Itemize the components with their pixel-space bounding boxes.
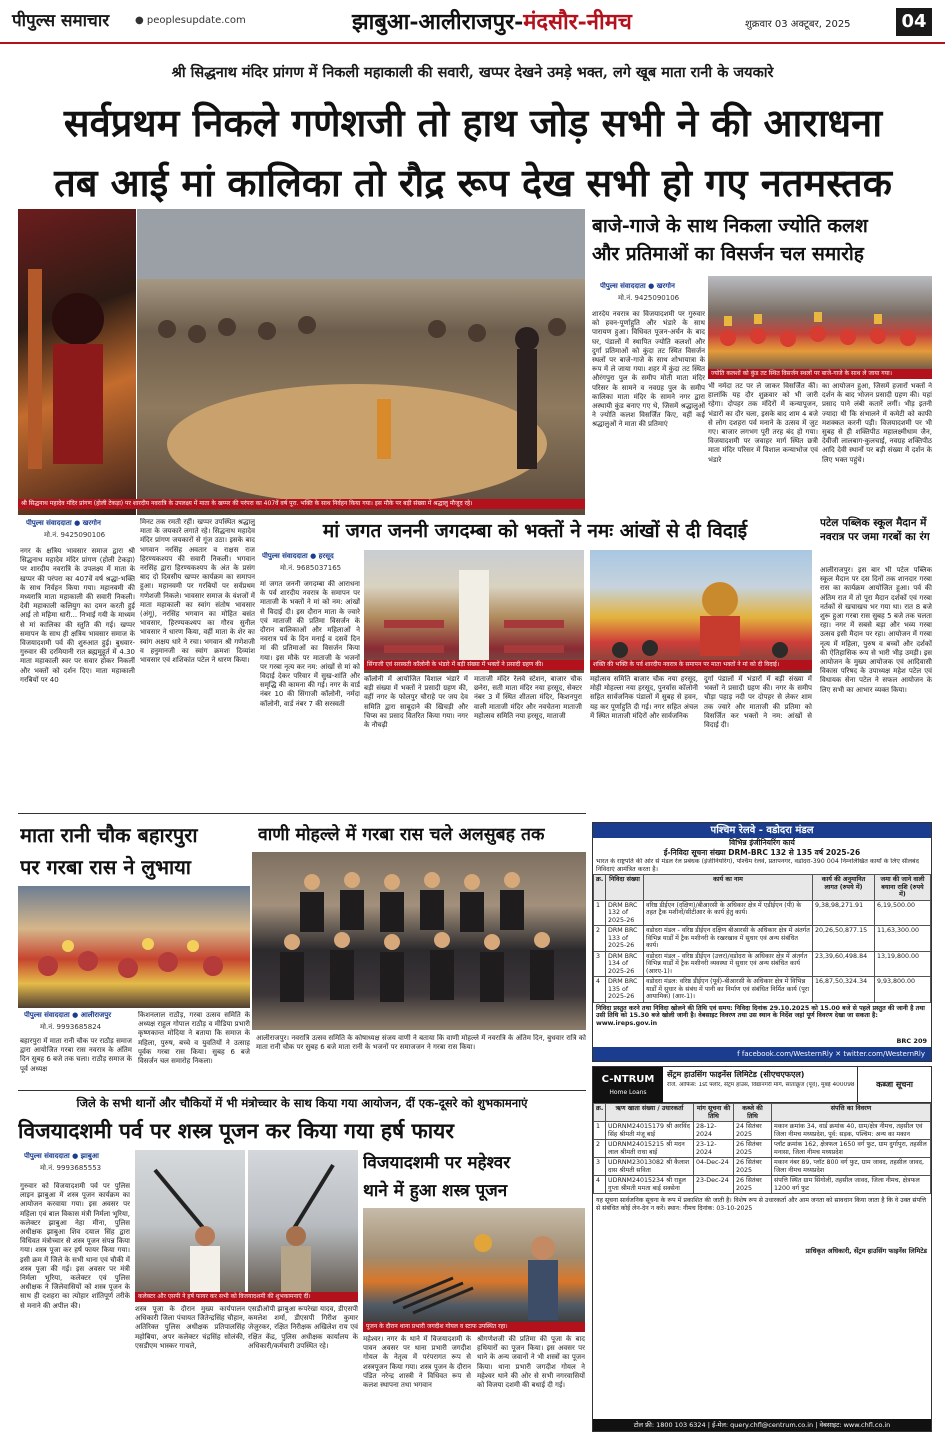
railway-table-cell: 6,19,500.00 [875, 900, 931, 926]
jagdamba-col5: दुर्गा पंडालों में भंडारों में बड़ी संख्या में भक्तों ने प्रसादी ग्रहण की। नगर के समीप चौड़ा पहाड़ नदी पर दोपहर से लेकर शाम तक ज्वारे और माताजी की प्रतिमा को विसर्जित कर भक्तों ने नम: आंखों से विदाई दी। [704, 675, 812, 730]
railway-table-cell: DRM BRC 134 of 2025-26 [606, 951, 644, 977]
website-text: peoplesupdate.com [146, 15, 246, 26]
vani-photo [252, 852, 586, 1030]
centrum-table-header-cell: संपत्ति का विवरण [772, 1104, 931, 1122]
railway-table-cell: 1 [594, 900, 606, 926]
jagdamba-photo-2 [590, 550, 812, 673]
shastra-photo-2 [248, 1150, 358, 1300]
railway-table-cell: DRM BRC 133 of 2025-26 [606, 926, 644, 952]
jagdamba-caption-1: सिंगाजी एवं सरस्वती कॉलोनी के भंडारे में बड़ी संख्या में भक्तों ने प्रसादी ग्रहण की। [364, 660, 584, 670]
centrum-logo-text: C-NTRUM [601, 1074, 655, 1085]
railway-table-cell: 9,38,98,271.91 [813, 900, 875, 926]
jagdamba-col1: मां जगत जननी जगदम्बा की आराधना के पर्व शारदीय नवरात्र के समापन पर माताजी के भक्तों ने मां को नम: आंखों से विदाई दी। इस दौरान माता के ज्वारे एवं माताजी की प्रतिमा विसर्जन के दौरान बालिकाओं और महिलाओं ने नवरात्र पर्व के दिन मनाई व दसवें दिन मां की प्रतिमाओं का विसर्जन किया गया। इस मौके पर माताजी के भजनों पर गरबा नृत्य कर नम: आंखों से मां को विदाई देकर परिवार में सुख-शांति और समृद्धि की कामना की गई। नगर के वार्ड नंबर 10 की सिंगाजी कॉलोनी, नर्मदा कॉलोनी, वार्ड नंबर 7 की सरस्वती [260, 580, 360, 708]
lead-photo-left [18, 209, 136, 515]
centrum-table-cell: UDRNM23013082 श्री कैलाश दास श्रीमती सविता [606, 1158, 694, 1176]
maheshwar-headline-2: थाने में हुआ शस्त्र पूजन [363, 1181, 508, 1201]
jyoti-headline-1: बाजे-गाजे के साथ निकला ज्योति कलश [592, 215, 868, 237]
centrum-table-cell: 04-Dec-24 [694, 1158, 734, 1176]
railway-social-bar [593, 1047, 931, 1061]
railway-subtitle: विभिन्न इंजीनियरिंग कार्य [729, 838, 795, 847]
centrum-table-row [594, 1140, 931, 1158]
maheshwar-col2: श्रीगणेशजी की प्रतिमा की पूजा के बाद हथियारों का पूजन किया। इस अवसर पर थाने के अन्य जवानों ने भी शस्त्रों का पूजन किया। थाना प्रभारी जगदीश गोयल ने महेश्वर थाने की ओर से सभी नगरवासियों को विजया दशमी की बधाई दी गई। [477, 1335, 585, 1390]
brand-name: पीपुल्स समाचार [12, 11, 110, 31]
globe-icon: ● [135, 15, 147, 26]
lead-mobile: मो.नं. 9425090106 [44, 531, 106, 539]
railway-table-header-cell: कार्य का नाम [644, 875, 813, 901]
centrum-notice-title: कब्जा सूचना [857, 1067, 931, 1103]
jagdamba-byline: पीपुल्स संवाददाता ● हरसूद [262, 552, 334, 560]
weapons-worship-icon [363, 1208, 585, 1330]
railway-table-cell: वडोदरा मंडल - वरिष्ठ डीईएन (उत्तर)/वडोदरा के अधिकार क्षेत्र में अंतर्गत विभिन्न यार्डों में ट्रैक मशीनरी व्यवस्था में सुधार एवं अन्य संबंधित कार्य (आरए-1)। [644, 951, 813, 977]
jagdamba-caption-2: शक्ति की भक्ति के पर्व शारदीय नवरात्र के समापन पर माता भक्तों ने मां को दी विदाई। [590, 660, 812, 670]
shastra-col2: शस्त्र पूजा के दौरान मुख्य कार्यपालन अधिकारी जिला पंचायत जितेन्द्रसिंह चौहान, अतिरिक्त पुलिस अधीक्षक प्रतिपालसिंह महोबिया, अपर कलेक्टर चंद्रसिंह सोलंकी, एसडीएम भास्कर गाचले, [135, 1305, 245, 1350]
centrum-table-cell: 26 सितंबर 2025 [734, 1158, 772, 1176]
centrum-ad [592, 1066, 932, 1432]
centrum-footer: यह सूचना सार्वजनिक सूचना के रूप में प्रकाशित की जाती है। विशेष रूप से उधारकर्ता और आम जनता को सावधान किया जाता है कि वे उक्त संपत्ति से संबंधित कोई लेन-देन न करें। स्थान: नीमच दिनांक: 03-10-2025 [596, 1197, 926, 1212]
centrum-table-cell: 3 [594, 1158, 606, 1176]
website-link[interactable] [135, 15, 285, 29]
official-firing-icon [135, 1150, 245, 1300]
vani-headline: वाणी मोहल्ले में गरबा रास चले अलसुबह तक [258, 825, 545, 845]
railway-table-row [594, 977, 931, 1003]
jagdamba-photo-1 [364, 550, 584, 673]
centrum-table-cell: मकान क्रमांक 34, वार्ड क्रमांक 40, ग्राम/क्षेत्र नीमच, तहसील एवं जिला नीमच मध्यप्रदेश, पूर्व: सड़क, पश्चिम: अन्य का मकान [772, 1122, 931, 1140]
lead-photo-caption: श्री सिद्धनाथ महादेव मंदिर प्रांगण (होली टेकड़ा) पर शारदीय नवरात्रि के उपलक्ष्य में माता के खप्पर की परंपरा का 407वें वर्ष पूरा. भक्ति के साथ निर्वहन किया गया। इस मौके पर बड़ी संख्या में श्रद्धालु मौजूद रहे। [18, 499, 585, 509]
railway-table-cell: वडोदरा मंडल: वरिष्ठ डीईएन (पूर्व)-बीआरसी के अधिकार क्षेत्र में विभिन्न यार्डों में सुधार के संबंध में पानी का निर्माण एवं संबंधित निर्मित कार्य (पूरा आयामिक) (आर-1)। [644, 977, 813, 1003]
railway-tender-ad [592, 822, 932, 1062]
bahadurpura-photo [18, 886, 250, 1008]
jagdamba-col4: महोत्सव समिति बाजार चौक नया हरसूद, मोही मोहल्ला नया हरसूद, पुनर्वास कॉलोनी सहित सार्वजनिक पंडालों में सुबह से हवन, यह कर पूर्णाहुति दी गई। नगर सहित अंचल में स्थित माताजी मंदिरों और सार्वजनिक [590, 675, 698, 720]
railway-table-cell: DRM BRC 135 of 2025-26 [606, 977, 644, 1003]
lead-byline: पीपुल्स संवाददाता ● खरगोन [26, 519, 101, 527]
jagdamba-col2: कॉलोनी में आयोजित विशाल भंडारे में बड़ी संख्या में भक्तों ने प्रसादी ग्रहण की, वहीं नगर के फोलपुर चौराहे पर जय देव समिति द्वारा साबूदाने की खिचड़ी और चिप्स का प्रसाद वितरित किया गया। नगर के नौचढ़ी [364, 675, 468, 730]
railway-table-cell: वडोदरा मंडल - वरिष्ठ डीईएन दक्षिण बीआरसी के अधिकार क्षेत्र में अंतर्गत विभिन्न यार्डों में ट्रैक मशीनरी के रखरखाव में सुधार एवं अन्य संबंधित कार्य। [644, 926, 813, 952]
railway-table-header-cell: कार्य की अनुमानित लागत (रुपये में) [813, 875, 875, 901]
railway-notice-no: ई-निविदा सूचना संख्या DRM-BRC 132 से 135 वर्ष 2025-26 [663, 848, 861, 857]
edition-title-a: झाबुआ-आलीराजपुर- [352, 9, 524, 35]
jyoti-col3: का आयोजन हुआ, जिसमें हजारों भक्तों ने दर्शन के बाद भोजन प्रसादी ग्रहण की। यहां प्रसाद पाने लंबी कतारें लगीं। भीड़ इतनी ज्यादा थी कि संभालने में कमेटी को काफी मशक्कत करनी पड़ी। विजयादशमी पर भी सुबह से ही शक्तिपीठ महालक्ष्मीधाम जैन, देवीजी लालबाग-कुलचाई, नवग्रह शक्तिपीठ आदि देवी स्थानों पर बड़ी संख्या में दर्शन के लिए भक्त पहुंचे। [822, 382, 932, 464]
centrum-table-header-cell: ऋण खाता संख्या / उधारकर्ता [606, 1104, 694, 1122]
bahadurpura-headline-1: माता रानी चौक बहारपुरा [20, 823, 198, 847]
centrum-table-row [594, 1158, 931, 1176]
maheshwar-col1: महेश्वर। नगर के थाने में विजयादशमी के पावन अवसर पर थाना प्रभारी जगदीश गोयल के नेतृत्व में परंपरागत रूप से शस्त्रपूजन किया गया। शस्त्र पूजन के दौरान पंडित नरेन्द्र शास्त्री ने विधिवत रूप से कलश स्थापना तथा भगवान [363, 1335, 471, 1390]
railway-table-cell: 11,63,300.00 [875, 926, 931, 952]
railway-table-cell: 23,39,60,498.84 [813, 951, 875, 977]
centrum-table-cell: 4 [594, 1176, 606, 1194]
maheshwar-headline-1: विजयादशमी पर महेश्वर [363, 1153, 511, 1173]
lead-photo-main [137, 209, 585, 515]
edition-title-b: मंदसौर-नीमच [523, 9, 632, 35]
centrum-table-cell: 24 सितंबर 2025 [734, 1122, 772, 1140]
railway-title: पश्चिम रेलवे - वडोदरा मंडल [593, 823, 931, 838]
railway-footer: निविदा प्रस्तुत करने तथा निविदा खोलने की तिथि एवं समय: निविदा दिनांक 29.10.2025 को 15.00 बजे से पहले प्रस्तुत की जानी है तथा उसी तिथि को 15.30 बजे खोली जानी है। वेबसाइट विवरण तथा उस स्थान के निर्देश जहां पूर्ण विवरण देखा जा सकता है: www.ireps.gov.in [596, 1004, 925, 1028]
railway-table-cell: 9,93,800.00 [875, 977, 931, 1003]
railway-table-cell: 4 [594, 977, 606, 1003]
centrum-table-cell: 23-Dec-24 [694, 1176, 734, 1194]
railway-table-header [594, 875, 931, 901]
maheshwar-caption: पूजन के दौरान थाना प्रभारी जगदीश गोयल व स्टाफ उपस्थित रहा। [363, 1322, 585, 1332]
railway-table-cell: 20,26,50,877.15 [813, 926, 875, 952]
centrum-table-cell: UDRNM24015179 श्री अरविंद सिंह श्रीमती मंजू बाई [606, 1122, 694, 1140]
centrum-header [593, 1067, 931, 1103]
centrum-table-header [594, 1104, 931, 1122]
centrum-table-row [594, 1122, 931, 1140]
bahadurpura-byline: पीपुल्स संवाददाता ● आलीराजपुर [24, 1011, 112, 1019]
jagdamba-headline: मां जगत जननी जगदम्बा को भक्तों ने नमः आंखों से दी विदाई [322, 520, 748, 542]
procession-icon [708, 276, 932, 370]
centrum-table-cell: संपत्ति स्थित ग्राम सिंगोली, तहसील जावद, जिला नीमच, क्षेत्रफल 1200 वर्ग फुट [772, 1176, 931, 1194]
patel-headline: पटेल पब्लिक स्कूल मैदान में नवरात्र पर जमा गरबों का रंग [820, 517, 930, 543]
centrum-table [593, 1103, 931, 1194]
crowd-scene-icon [137, 209, 585, 515]
shastra-mobile: मो.नं. 9993685553 [40, 1164, 102, 1172]
railway-facebook-link[interactable]: facebook.com/WesternRly [741, 1050, 834, 1058]
railway-intro: भारत के राष्ट्रपति की ओर से मंडल रेल प्रबंधक (इंजीनियरिंग), पश्चिम रेलवे, प्रतापनगर, वडोदरा-390 004 निम्नलिखित कार्यों के लिए सीलबंद निविदाएं आमंत्रित करता है। [596, 858, 919, 873]
railway-table-header-cell: निविदा संख्या [606, 875, 644, 901]
edition-title [352, 6, 752, 36]
centrum-sign: प्राधिकृत अधिकारी, सेंट्रम हाउसिंग फाइनेंस लिमिटेड [805, 1247, 927, 1255]
railway-table-cell: 3 [594, 951, 606, 977]
jyoti-col2: भी नर्मदा तट पर ले जाकर विसर्जित कीं। हालांकि यह दौर शुक्रवार को भी जारी रहेगा। दोपहर तक मंदिरों में कन्यापूजन, भंडारों का दौर चला, इसके बाद शाम 4 बजे से लोग दशहरा पर्व मनाने के उत्सव में जुट गए। बाजार लगभग पूरी तरह बंद हो गया। विजयादशमी पर जवाहर मार्ग स्थित छत्री माता मंदिर परिसर में विशाल कन्याभोज एवं भंडारे [708, 382, 818, 464]
centrum-table-cell: 2 [594, 1140, 606, 1158]
jyoti-photo [708, 276, 932, 370]
centrum-table-header-cell: मांग सूचना की तिथि [694, 1104, 734, 1122]
issue-date: शुक्रवार 03 अक्टूबर, 2025 [745, 19, 851, 30]
jyoti-headline-2: और प्रतिमाओं का विसर्जन चल समारोह [592, 243, 864, 265]
kali-figure-icon [18, 209, 136, 515]
railway-table-header-cell: क्र. [594, 875, 606, 901]
centrum-table-row [594, 1176, 931, 1194]
section-divider [18, 813, 586, 814]
jagdamba-col3: माताजी मंदिर रेलवे स्टेशन, बाजार चौक छनेरा, सती माता मंदिर नया हरसूद, सेक्टर नंबर 3 में स्थित शीतला मंदिर, किशनपुरा वाली माताजी मंदिर और नवचेतना माताजी महोत्सव समिति नया हरसूद, माताजी [474, 675, 582, 720]
centrum-table-cell: प्लॉट क्रमांक 162, क्षेत्रफल 1650 वर्ग फुट, ग्राम दुर्गापुरा, तहसील मनासा, जिला नीमच मध्यप्रदेश [772, 1140, 931, 1158]
group-photo-icon [252, 852, 586, 1030]
centrum-table-cell: 26 सितंबर 2025 [734, 1140, 772, 1158]
shastra-col3: एसडीओपी झाबुआ रूपरेखा यादव, डीएसपी कमलेश शर्मा, डीएसपी गिरीश कुमार जेजुरकर, रक्षित निरीक्षक अखिलेश राय एवं रक्षित केंद्र, पुलिस अधीक्षक कार्यालय के अधिकारी/कर्मचारी उपस्थित रहे। [248, 1305, 358, 1350]
railway-table-cell: 13,19,800.00 [875, 951, 931, 977]
centrum-table-cell: UDRNM24015215 श्री मदन लाल श्रीमती राधा बाई [606, 1140, 694, 1158]
bhandara-icon [364, 550, 584, 673]
lead-headline-1: सर्वप्रथम निकले गणेशजी तो हाथ जोड़ सभी ने की आराधना [63, 100, 883, 145]
lead-col2: मिनट तक रमती रहीं। खप्पर उपस्थित श्रद्धालु माता के जयकारे लगाते रहे। सिद्धनाथ महादेव मंदिर प्रांगण जयकारों से गूंज उठा। इसके बाद भगवान नरसिंह अवतार व राक्षस राज हिरण्यकश्यप की सवारी निकली। भगवान नरसिंह द्वारा हिरण्यकश्यप के अंत के प्रसंग बाद दो दिवसीय खप्पर कार्यक्रम का समापन हुआ। महानवमी पर गरबियों पर सर्वप्रथम गणेशजी निकले। भावसार समाज के वंशजों में माता महाकाली का स्वांग संतोष भावसार (अंगू), नरसिंह भगवान का मोहित बसंत भावसार, हिरण्यकश्यप का गौरव सुनील भावसार ने धारण किया, वहीं माता के शेर का स्वांग अक्षय धारे ने रचा। भगवान श्री गणेशजी व हनुमानजी का स्वांग क्रमशः दिव्यांश भावसार एवं शशिकांत पटेल ने धारण किया। [140, 518, 255, 665]
railway-table-row [594, 900, 931, 926]
durga-idol-icon [590, 550, 812, 673]
centrum-table-cell: UDRNM24015234 श्री राहुल गुप्ता श्रीमती ममता बाई सक्सेना [606, 1176, 694, 1194]
brand-logo [12, 8, 132, 32]
shastra-photo-1 [135, 1150, 245, 1300]
lead-col1: नगर के क्षत्रिय भावसार समाज द्वारा श्री सिद्धनाथ महादेव मंदिर प्रांगण (होली टेकड़ा) पर शारदीय नवरात्रि के उपलक्ष्य में माता के खप्पर की परंपरा का 407वें वर्ष श्रद्धा-भक्ति के साथ निर्वहन किया गया। महानवमी की मध्यरात्रि माता महाकाली की सवारी निकली। देवी महाकाली कलियुग का दमन करती हुई आई तो महिमा धारी... निभाई गयी के माध्यम से मां कालिका की स्तुति की गई। खप्पर समापन के साथ ही क्षत्रिय भावसार समाज के विजयादशमी पर्व की शुरुआत हुई। बुधवार-गुरुवार की दरमियानी रात ब्रह्ममुहूर्त में 4.30 माता महाकाली स्वर पर सवार होकर निकलीं और भक्तों को दर्शन दिए। माता महाकाली गरबियों पर 40 [20, 547, 135, 684]
masthead [0, 0, 945, 44]
jyoti-photo-caption: ज्योति कलशों को कुंड तट स्थित विसर्जन स्थलों पर बाजे-गाजे के साथ ले जाया गया। [708, 369, 932, 379]
centrum-table-cell: 28-12-2024 [694, 1122, 734, 1140]
railway-brc: BRC 209 [896, 1037, 927, 1045]
railway-table-cell: वरिष्ठ डीईएन (दक्षिण)/बीआरसी के अधिकार क्षेत्र में एडीईएन (पी) के तहत ट्रैक मशीनों/सीटीआर के कार्य हेतु कार्य। [644, 900, 813, 926]
jagdamba-mobile: मो.नं. 9685037165 [280, 564, 342, 572]
railway-table-row [594, 951, 931, 977]
railway-tender-table [593, 874, 931, 1003]
railway-table-row [594, 926, 931, 952]
centrum-table-cell: 1 [594, 1122, 606, 1140]
railway-table-header-cell: जमा की जाने वाली बयाना राशि (रुपये में) [875, 875, 931, 901]
garba-dancers-icon [18, 886, 250, 1008]
police-firing-icon [248, 1150, 358, 1300]
facebook-icon: f [737, 1050, 742, 1058]
centrum-logo [593, 1067, 663, 1103]
centrum-company: सेंट्रम हाउसिंग फाइनेंस लिमिटेड (सीएचएफएल) [667, 1070, 805, 1079]
lead-headline-2: तब आई मां कालिका तो रौद्र रूप देख सभी हो गए नतमस्तक [54, 160, 892, 205]
shastra-caption: कलेक्टर और एसपी ने हर्ष फायर कर सभी को विजयादशमी की शुभकामनाएं दीं। [135, 1292, 358, 1302]
centrum-table-cell: मकान नंबर 89, प्लॉट 800 वर्ग फुट, ग्राम जावद, तहसील जावद, जिला नीमच मध्यप्रदेश [772, 1158, 931, 1176]
centrum-logo-sub: Home Loans [609, 1089, 647, 1096]
centrum-address: रजि. ऑफिस: 1st फ्लोर, सेंट्रम हाउस, विद्यानगरी मार्ग, सांताक्रूज (पूर्व), मुंबई 400098 [667, 1082, 855, 1088]
page-number: 04 [896, 8, 932, 36]
bahadurpura-col2: किशनलाल राठौड़, गरबा उत्सव समिति के अध्यक्ष राहुल गोपाल राठौड़ व मीडिया प्रभारी कृष्णकान्त मोदिया ने बताया कि समाज के महिला, पुरुष, बच्चे व युवतियों ने उत्साह पूर्वक गरबा रास किया। सुबह 6 बजे विसर्जन चल समारोह निकला। [138, 1011, 250, 1066]
bahadurpura-headline-2: पर गरबा रास ने लुभाया [20, 855, 191, 879]
centrum-table-cell: 26 सितंबर 2025 [734, 1176, 772, 1194]
vani-body: आलीराजपुर। नवरात्रि उत्सव समिति के कोषाध्यक्ष संजय वाणी ने बताया कि वाणी मोहल्ले में नवरात्रि के अंतिम दिन, बुधवार रात्रि को माता रानी चौक पर सुबह 6 बजे माता रानी के भजनों पर समाजजन ने गरबा रास किया। [256, 1034, 586, 1052]
railway-table-cell: DRM BRC 132 of 2025-26 [606, 900, 644, 926]
jyoti-col1: शारदेय नवरात्र का विजयादशमी पर गुरुवार को हवन-पूर्णाहुति और भंडारे के साथ पारायण हुआ। विधिवत पूजन-अर्चन के बाद घर, पंडालों में स्थापित ज्योति कलशों और दुर्गा प्रतिमाओं को कुंदा तट स्थित विसर्जन स्थलों पर बाजे-गाजे के साथ शोभायात्रा के रूप में ले जाया गया। शहर में कुंदा तट स्थित औरंगपुरा पुल के समीप मोती माता मंदिर परिसर के सामने व नवग्रह पुल के समीप कालिका माता मंदिर के सामने नगर द्वारा अस्थायी कुंड बनाए गए थे, जिसमें श्रद्धालुओं ने ज्योति कलश विसर्जित किए, वहीं कई श्रद्धालुओं ने माता की प्रतिमाएं [592, 310, 705, 429]
centrum-table-header-cell: क्र. [594, 1104, 606, 1122]
lead-kicker: श्री सिद्धनाथ मंदिर प्रांगण में निकली महाकाली की सवारी, खप्पर देखने उमड़े भक्त, लगे खूब माता रानी के जयकारे [171, 64, 774, 81]
shastra-byline: पीपुल्स संवाददाता ● झाबुआ [24, 1152, 99, 1160]
jyoti-byline: पीपुल्स संवाददाता ● खरगोन [600, 282, 675, 290]
maheshwar-photo [363, 1208, 585, 1330]
centrum-table-header-cell: कब्जे की तिथि [734, 1104, 772, 1122]
shastra-kicker: जिले के सभी थानों और चौकियों में भी मंत्रोच्चार के साथ किया गया आयोजन, दीं एक-दूसरे को शुभकामनाएं [76, 1096, 528, 1110]
railway-table-cell: 16,87,50,324.34 [813, 977, 875, 1003]
bahadurpura-col1: बहारपुरा में माता रानी चौक पर राठौड़ समाज द्वारा आयोजित गरबा रास नवरात्र के अंतिम दिन सुबह 6 बजे तक चला। राठौड़ समाज के पूर्व अध्यक्ष [20, 1037, 132, 1073]
twitter-icon: ✕ [835, 1050, 844, 1058]
shastra-col1: गुरुवार को विजयादशमी पर्व पर पुलिस लाइन झाबुआ में शस्त्र पूजन कार्यक्रम का आयोजन करवाया गया। इस अवसर पर महिला एवं बाल विकास मंत्री निर्मला भूरिया, कलेक्टर झाबुआ नेहा मीना, पुलिस अधीक्षक झाबुआ शिव दयाल सिंह द्वारा विधिवत मंत्रोच्चार से शस्त्र पूजन संपन्न किया गया। शस्त्र पूजा कर हर्ष फायर किया गया। इसी क्रम में जिले के सभी थाना एवं चौकी में शस्त्र पूजा की गई। इस अवसर पर मंत्री निर्मला भूरिया, कलेक्टर एवं पुलिस अधीक्षक ने जिलेवासियों को शस्त्र पूजन के साथ ही दशहरा का त्योहार शांतिपूर्ण तरीके से मनाने की अपील की। [20, 1182, 130, 1310]
centrum-table-cell: 23-12-2024 [694, 1140, 734, 1158]
section-divider-2 [18, 1090, 586, 1091]
patel-body: आलीराजपुर। इस बार भी पटेल पब्लिक स्कूल मैदान पर दस दिनों तक शानदार गरबा रास का कार्यक्रम आयोजित हुआ। पर्व की अंतिम रात में तो पूरा मैदान दर्शकों एवं गरबा नर्तकों से खचाखच भर गया था। रात 8 बजे शुरू हुआ गरबा रास सुबह 5 बजे तक चलता रहा। नगर में सबसे बड़ा और भव्य गरबा उत्सव इसी मैदान पर रहा। आयोजन में गरबा नृत्य में महिला, पुरुष व बच्चों और दर्शकों की ऐतिहासिक रूप से भारी भीड़ उमड़ी। इस आयोजन के मुख्य आयोजक एवं आदिवासी विकास परिषद के उपाध्यक्ष महेश पटेल एवं विधायक सेना पटेल ने सफल आयोजन के लिए सभी का आभार व्यक्त किया। [820, 566, 932, 694]
shastra-headline: विजयादशमी पर्व पर शस्त्र पूजन कर किया गया हर्ष फायर [18, 1118, 454, 1143]
centrum-toll-bar: टोल फ्री: 1800 103 6324 | ई-मेल: query.chfl@centrum.co.in | वेबसाइट: www.chfl.co.in [593, 1419, 931, 1431]
railway-table-cell: 2 [594, 926, 606, 952]
jyoti-mobile: मो.नं. 9425090106 [618, 294, 680, 302]
bahadurpura-mobile: मो.नं. 9993685824 [40, 1023, 102, 1031]
railway-twitter-link[interactable]: twitter.com/WesternRly [843, 1050, 925, 1058]
